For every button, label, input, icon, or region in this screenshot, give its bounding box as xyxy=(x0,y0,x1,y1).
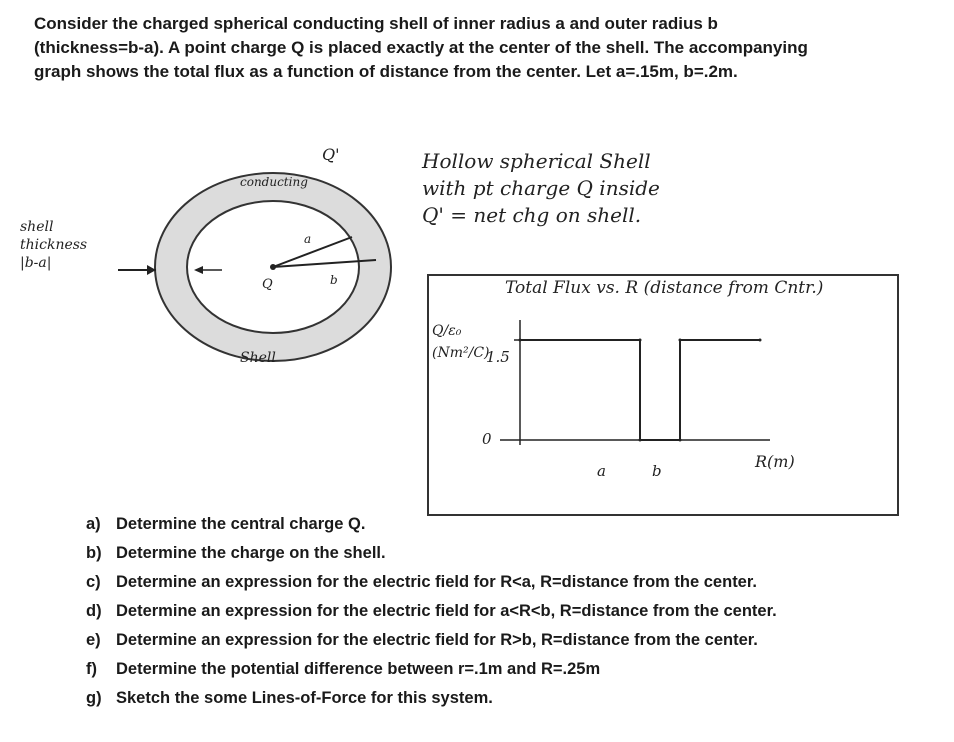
thickness-line: shell xyxy=(20,219,54,235)
flux-point xyxy=(639,439,642,442)
question-text: Determine the central charge Q. xyxy=(116,515,366,533)
question-item xyxy=(86,626,926,655)
question-text: Determine an expression for the electric field for R>b, R=distance from the center. xyxy=(116,631,758,649)
flux-point xyxy=(679,339,682,342)
question-item xyxy=(86,597,926,626)
chart-xlabel: R(m) xyxy=(755,452,795,471)
shell-label: Shell xyxy=(240,350,276,366)
y-tick-label: 1.5 xyxy=(486,348,510,366)
note-line: with pt charge Q inside xyxy=(422,176,660,200)
origin-label: 0 xyxy=(482,430,492,448)
handwritten-figure xyxy=(0,140,954,540)
thickness-line: thickness xyxy=(20,237,88,253)
question-letter: g) xyxy=(86,689,102,707)
intro-line: (thickness=b-a). A point charge Q is placed exactly at the center of the shell. The accompanying xyxy=(34,38,808,57)
thickness-line: |b-a| xyxy=(20,255,52,271)
flux-point xyxy=(639,339,642,342)
question-text: Determine the potential difference between r=.1m and R=.25m xyxy=(116,660,601,678)
question-item xyxy=(86,684,926,713)
q-prime-label: Q' xyxy=(322,145,340,164)
question-item xyxy=(86,568,926,597)
chart-title: Total Flux vs. R (distance from Cntr.) xyxy=(505,278,824,298)
note-line: Hollow spherical Shell xyxy=(422,149,651,173)
question-letter: f) xyxy=(86,660,97,678)
flux-series-line xyxy=(520,340,760,440)
chart-ylabel: Q/ε₀ (Nm²/C) xyxy=(432,323,490,361)
question-item xyxy=(86,655,926,684)
question-letter: a) xyxy=(86,515,101,533)
question-text: Determine the charge on the shell. xyxy=(116,544,386,562)
question-letter: b) xyxy=(86,544,102,562)
question-item xyxy=(86,510,926,539)
label-b: b xyxy=(330,273,338,287)
question-letter: c) xyxy=(86,573,101,591)
x-tick-label-a: a xyxy=(597,462,606,480)
label-a: a xyxy=(304,232,312,246)
note-line: Q' = net chg on shell. xyxy=(422,203,642,227)
chart-frame xyxy=(428,275,898,515)
question-text: Determine an expression for the electric field for R<a, R=distance from the center. xyxy=(116,573,757,591)
question-text: Sketch the some Lines-of-Force for this system. xyxy=(116,689,493,707)
x-tick-label-b: b xyxy=(652,462,662,480)
conducting-label: conducting xyxy=(240,175,308,189)
question-text: Determine an expression for the electric field for a<R<b, R=distance from the center. xyxy=(116,602,777,620)
center-charge-label: Q xyxy=(262,277,273,292)
intro-line: Consider the charged spherical conducting shell of inner radius a and outer radius b xyxy=(34,14,718,33)
problem-intro xyxy=(34,12,914,84)
intro-line: graph shows the total flux as a function of distance from the center. Let a=.15m, b=.2m. xyxy=(34,62,738,81)
flux-point xyxy=(679,439,682,442)
flux-point xyxy=(759,339,762,342)
question-letter: d) xyxy=(86,602,102,620)
question-letter: e) xyxy=(86,631,101,649)
question-item xyxy=(86,539,926,568)
question-list xyxy=(86,510,926,713)
